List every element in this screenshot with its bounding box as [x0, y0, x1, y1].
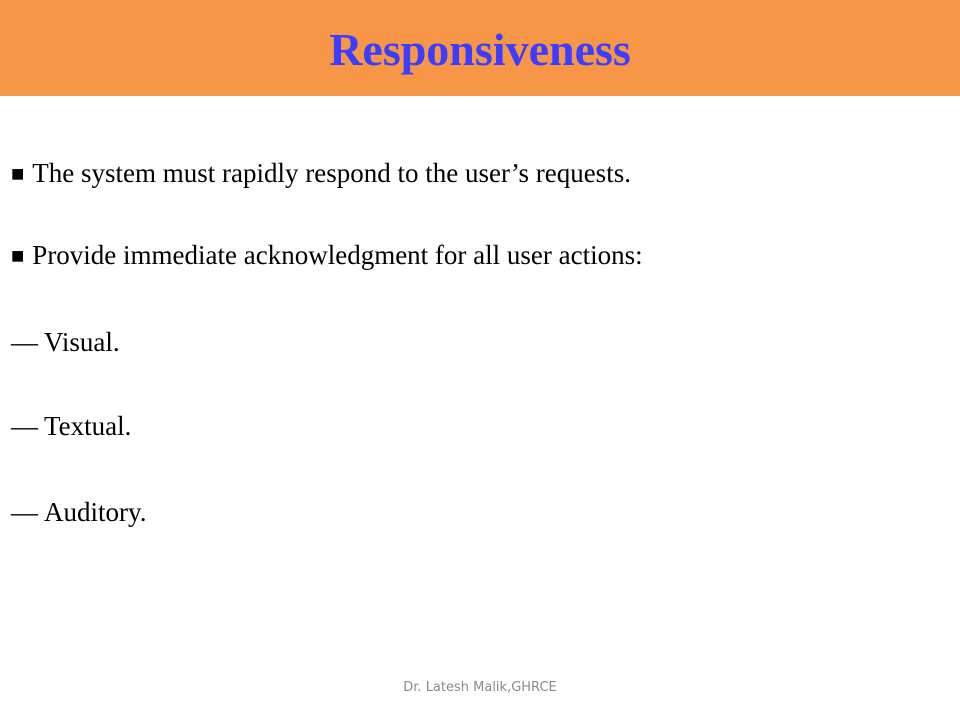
dash-marker-icon: — [11, 327, 38, 357]
dash-marker-icon: — [11, 411, 38, 441]
sub-item-text: Visual. [44, 327, 120, 357]
bullet-item [11, 242, 643, 269]
slide-title: Responsiveness [329, 24, 631, 75]
bullet-item [11, 160, 631, 187]
bullet-text: The system must rapidly respond to the user’s requests. [32, 158, 631, 188]
sub-item-text: Textual. [44, 411, 132, 441]
dash-marker-icon: — [11, 497, 38, 527]
square-bullet-icon: ■ [11, 161, 25, 186]
slide-footer: Dr. Latesh Malik,GHRCE [403, 680, 557, 695]
sub-item [11, 499, 147, 526]
square-bullet-icon: ■ [11, 243, 25, 268]
bullet-text: Provide immediate acknowledgment for all user actions: [32, 240, 643, 270]
sub-item-text: Auditory. [44, 497, 147, 527]
title-bar [0, 0, 960, 96]
sub-item [11, 413, 131, 440]
sub-item [11, 329, 120, 356]
